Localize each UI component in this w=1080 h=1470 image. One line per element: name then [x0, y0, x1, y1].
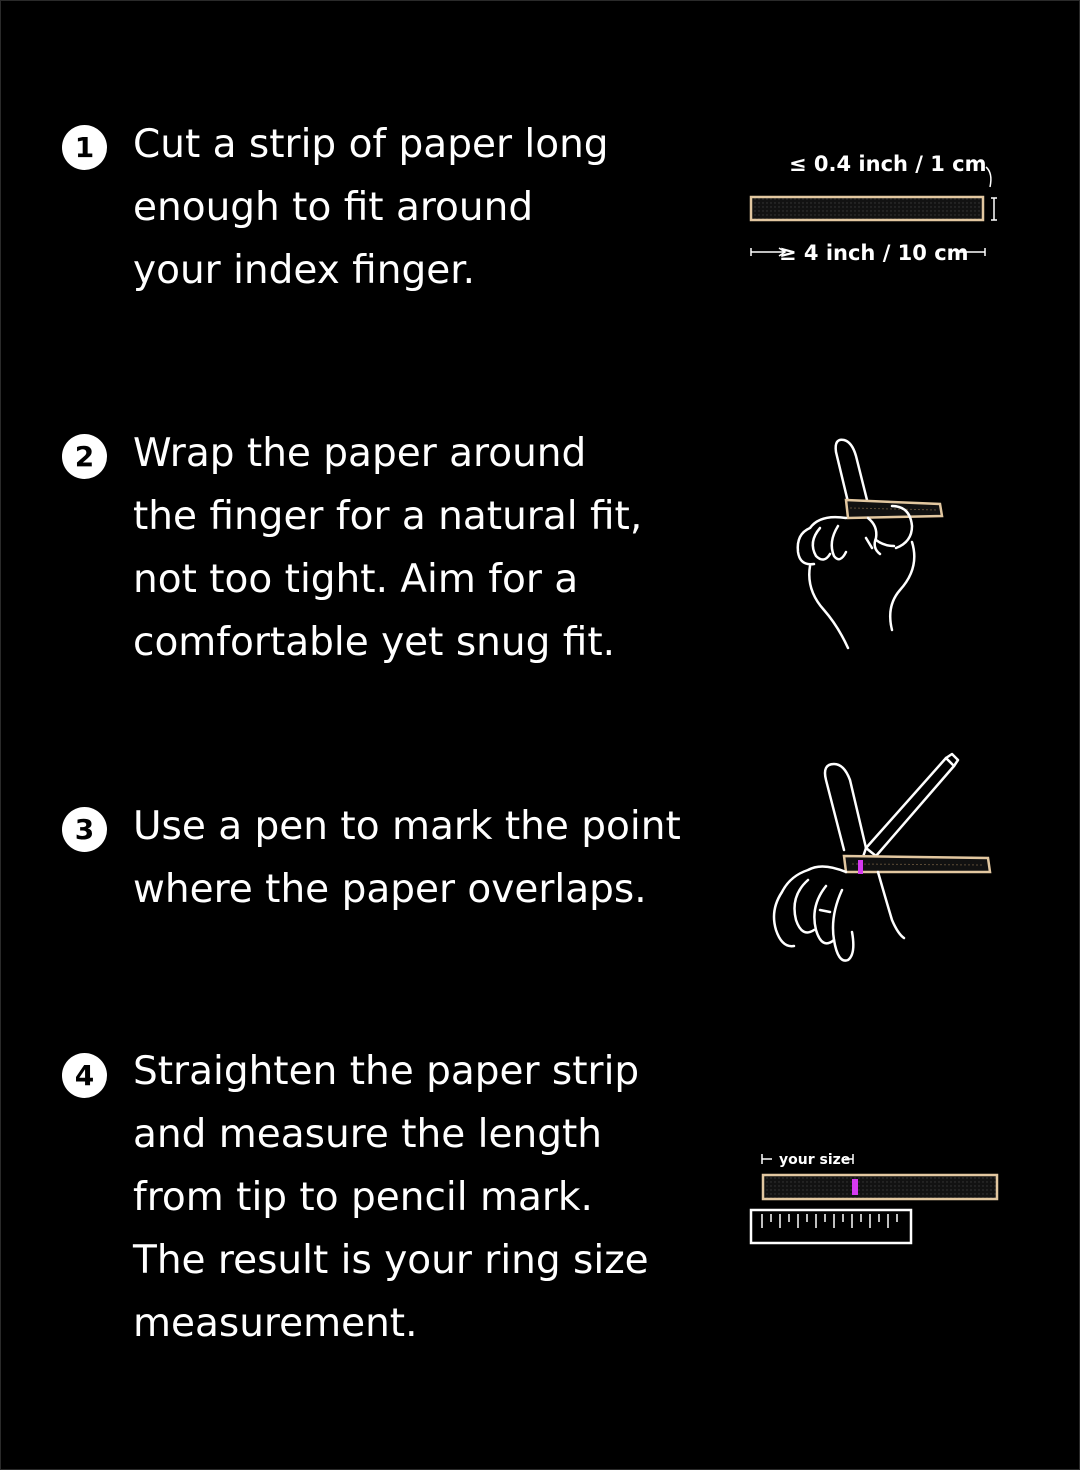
- pencil-mark: [852, 1179, 858, 1195]
- instruction-line: measurement.: [133, 1301, 418, 1346]
- size-arrow-left: [762, 1154, 772, 1164]
- instruction-line: The result is your ring size: [133, 1238, 649, 1283]
- ruler-measurement-icon: [745, 1140, 1010, 1250]
- instruction-line: Straighten the paper strip: [133, 1049, 640, 1094]
- step-instruction: [133, 113, 733, 302]
- instruction-line: Use a pen to mark the point: [133, 804, 681, 849]
- your-size-label: your size: [779, 1152, 851, 1168]
- ruler: [751, 1210, 911, 1243]
- instruction-line: your index finger.: [133, 248, 476, 293]
- step-instruction: [133, 1040, 733, 1355]
- strip-width-label: ≤ 0.4 inch / 1 cm: [789, 152, 987, 176]
- hand-marking-paper-with-pencil-icon: [760, 750, 1000, 970]
- paper-strip: [751, 197, 983, 220]
- step-number-badge: 1: [62, 125, 107, 170]
- step-number-badge: 3: [62, 807, 107, 852]
- paper-strip: [763, 1175, 997, 1199]
- pencil-mark: [858, 860, 863, 874]
- instruction-line: enough to fit around: [133, 185, 534, 230]
- instruction-line: not too tight. Aim for a: [133, 557, 579, 602]
- instruction-line: where the paper overlaps.: [133, 867, 647, 912]
- instruction-line: Cut a strip of paper long: [133, 122, 609, 167]
- step-instruction: [133, 795, 733, 921]
- instruction-line: from tip to pencil mark.: [133, 1175, 593, 1220]
- step-number-badge: 4: [62, 1053, 107, 1098]
- instruction-line: the finger for a natural fit,: [133, 494, 643, 539]
- hand-wrapping-paper-icon: [780, 430, 960, 660]
- step-instruction: [133, 422, 733, 674]
- instruction-line: and measure the length: [133, 1112, 602, 1157]
- width-curve-arrow: [986, 167, 991, 187]
- instruction-line: Wrap the paper around: [133, 431, 587, 476]
- paper-strip-dimensions-icon: [745, 145, 1010, 275]
- width-bracket: [991, 198, 997, 220]
- strip-length-label: ≥ 4 inch / 10 cm: [779, 241, 969, 265]
- instruction-line: comfortable yet snug fit.: [133, 620, 616, 665]
- step-number-badge: 2: [62, 434, 107, 479]
